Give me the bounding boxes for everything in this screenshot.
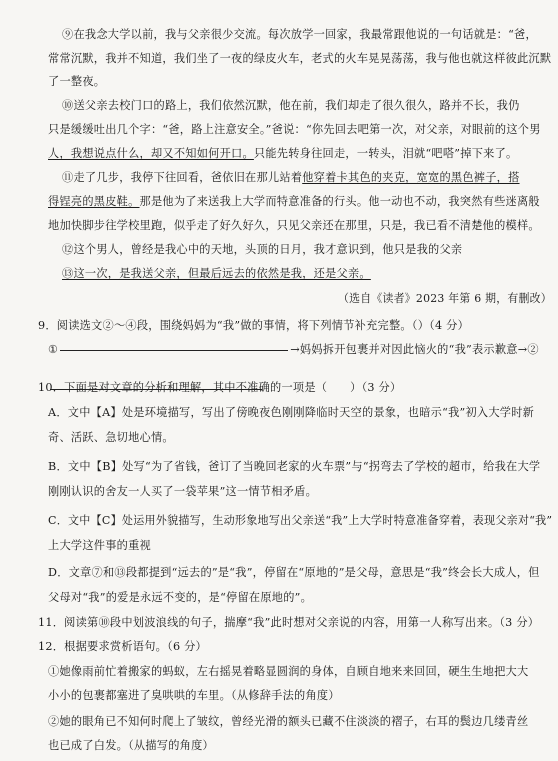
paragraph-11-line-3: 地加快脚步往学校里跑，似乎走了好久好久，只见父亲还在那里，只是，我已看不清楚他的模样。 (48, 219, 540, 232)
question-9-text: 9．阅读选文②～④段，围绕妈妈为“我”做的事情，将下列情节补充完整。（）（4 分） (38, 319, 470, 332)
question-10-option-c-line-2: 上大学这件事的重视 (48, 539, 151, 552)
question-10-option-b-line-2: 刚刚认识的舍友一人买了一袋苹果”这一情节相矛盾。 (48, 485, 318, 498)
paragraph-11-line-2-rest: 那是他为了来送我上大学而特意准备的行头。他一动也不动，我突然有些迷离般 (139, 195, 540, 208)
question-10-stem: 10．下面是对文章的分析和理解，其中不准确的一项是（ ）（3 分） (38, 381, 402, 394)
paragraph-9-line-3: 了一整夜。 (48, 75, 106, 88)
paragraph-13-line-1: ⑬这一次，是我送父亲，但最后远去的依然是我，还是父亲。 (62, 267, 371, 280)
paragraph-11-line-1 (62, 171, 520, 185)
paragraph-11-line-1-start: ⑪走了几步，我停下往回看，爸依旧在那儿站着 (62, 171, 303, 184)
question-12-item-2-line-1: ②她的眼角已不知何时爬上了皱纹，曾经光滑的额头已藏不住淡淡的褶子，右耳的鬓边几缕青丝 (48, 715, 529, 728)
question-10-option-a-line-1: A．文中【A】处是环境描写，写出了傍晚夜色刚刚降临时天空的景象，也暗示“我”初入大学时新 (48, 406, 535, 419)
question-12-text: 12．根据要求赏析语句。（6 分） (38, 640, 207, 653)
paragraph-11-appearance-description: 他穿着卡其色的夹克，宽宽的黑色裤子，搭 (302, 171, 520, 184)
paragraph-11-line-2 (48, 195, 540, 209)
paragraph-11-appearance-description-end: 得锃亮的黑皮鞋。 (48, 195, 140, 208)
source-citation: （选自《读者》2023 年第 6 期，有删改） (338, 292, 552, 305)
question-9-chain-start: ① (48, 343, 59, 356)
question-10-option-a-line-2: 奇、活跃、急切地心情。 (48, 431, 174, 444)
paragraph-9-line-1: ⑨在我念大学以前，我与父亲很少交流。每次放学一回家，我最常跟他说的一句话就是：“爸， (62, 28, 537, 41)
question-9-answer-chain (48, 343, 539, 357)
paragraph-10-line-3-rest: 只能先转身往回走，一转头，泪就“吧嗒”掉下来了。 (253, 147, 518, 160)
paragraph-10-line-3 (48, 147, 517, 161)
paragraph-10-line-1: ⑩送父亲去校门口的路上，我们依然沉默，他在前，我们却走了很久很久，路并不长，我仍 (62, 99, 520, 112)
question-9-answer-blank-1[interactable] (60, 349, 288, 351)
question-12-item-2-line-2: 也已成了白发。（从描写的角度） (48, 739, 214, 752)
question-12-item-1-line-2: 小小的包裹都塞进了臭哄哄的车里。（从修辞手法的角度） (48, 689, 340, 702)
question-10-option-d-line-2: 父母对“我”的爱是永远不变的，是“停留在原地的”。 (48, 591, 313, 604)
question-11-text: 11．阅读第⑩段中划波浪线的句子，揣摩“我”此时想对父亲说的内容，用第一人称写出来。（3 分） (38, 616, 540, 629)
question-10-option-b-line-1: B．文中【B】处写“为了省钱，爸订了当晚回老家的火车票”与“拐弯去了学校的超市，给我在大学 (48, 460, 541, 473)
question-12-item-1-line-1: ①她像雨前忙着搬家的蚂蚁，左右摇晃着略显圆润的身体，自顾自地来来回回，硬生生地把大大 (48, 665, 529, 678)
question-10-option-d-line-1: D．文章⑦和⑬段都提到“远去的”是“我”，停留在“原地的”是父母，意思是“我”终会长大成人，但 (48, 566, 540, 579)
paragraph-12-line-1: ⑫这个男人，曾经是我心中的天地，头顶的日月，我才意识到，他只是我的父亲 (62, 243, 463, 256)
question-9-chain-middle: →妈妈拆开包裹并对因此恼火的“我”表示歉意→② (290, 343, 539, 356)
paragraph-10-line-2: 只是缓缓吐出几个字：“爸，路上注意安全。”爸说：“你先回去吧第一次，对父亲，对眼前的这个男 (48, 123, 541, 136)
question-10-option-c-line-1: C．文中【C】处运用外貌描写，生动形象地写出父亲送“我”上大学时特意准备穿着，表现父亲对“我” (48, 514, 553, 527)
paragraph-10-underlined-sentence: 人，我想说点什么，却又不知如何开口。 (48, 147, 254, 160)
paragraph-9-line-2: 常常沉默，我并不知道，我们坐了一夜的绿皮火车，老式的火车晃晃荡荡，我与他也就这样彼此沉默 (48, 52, 552, 65)
